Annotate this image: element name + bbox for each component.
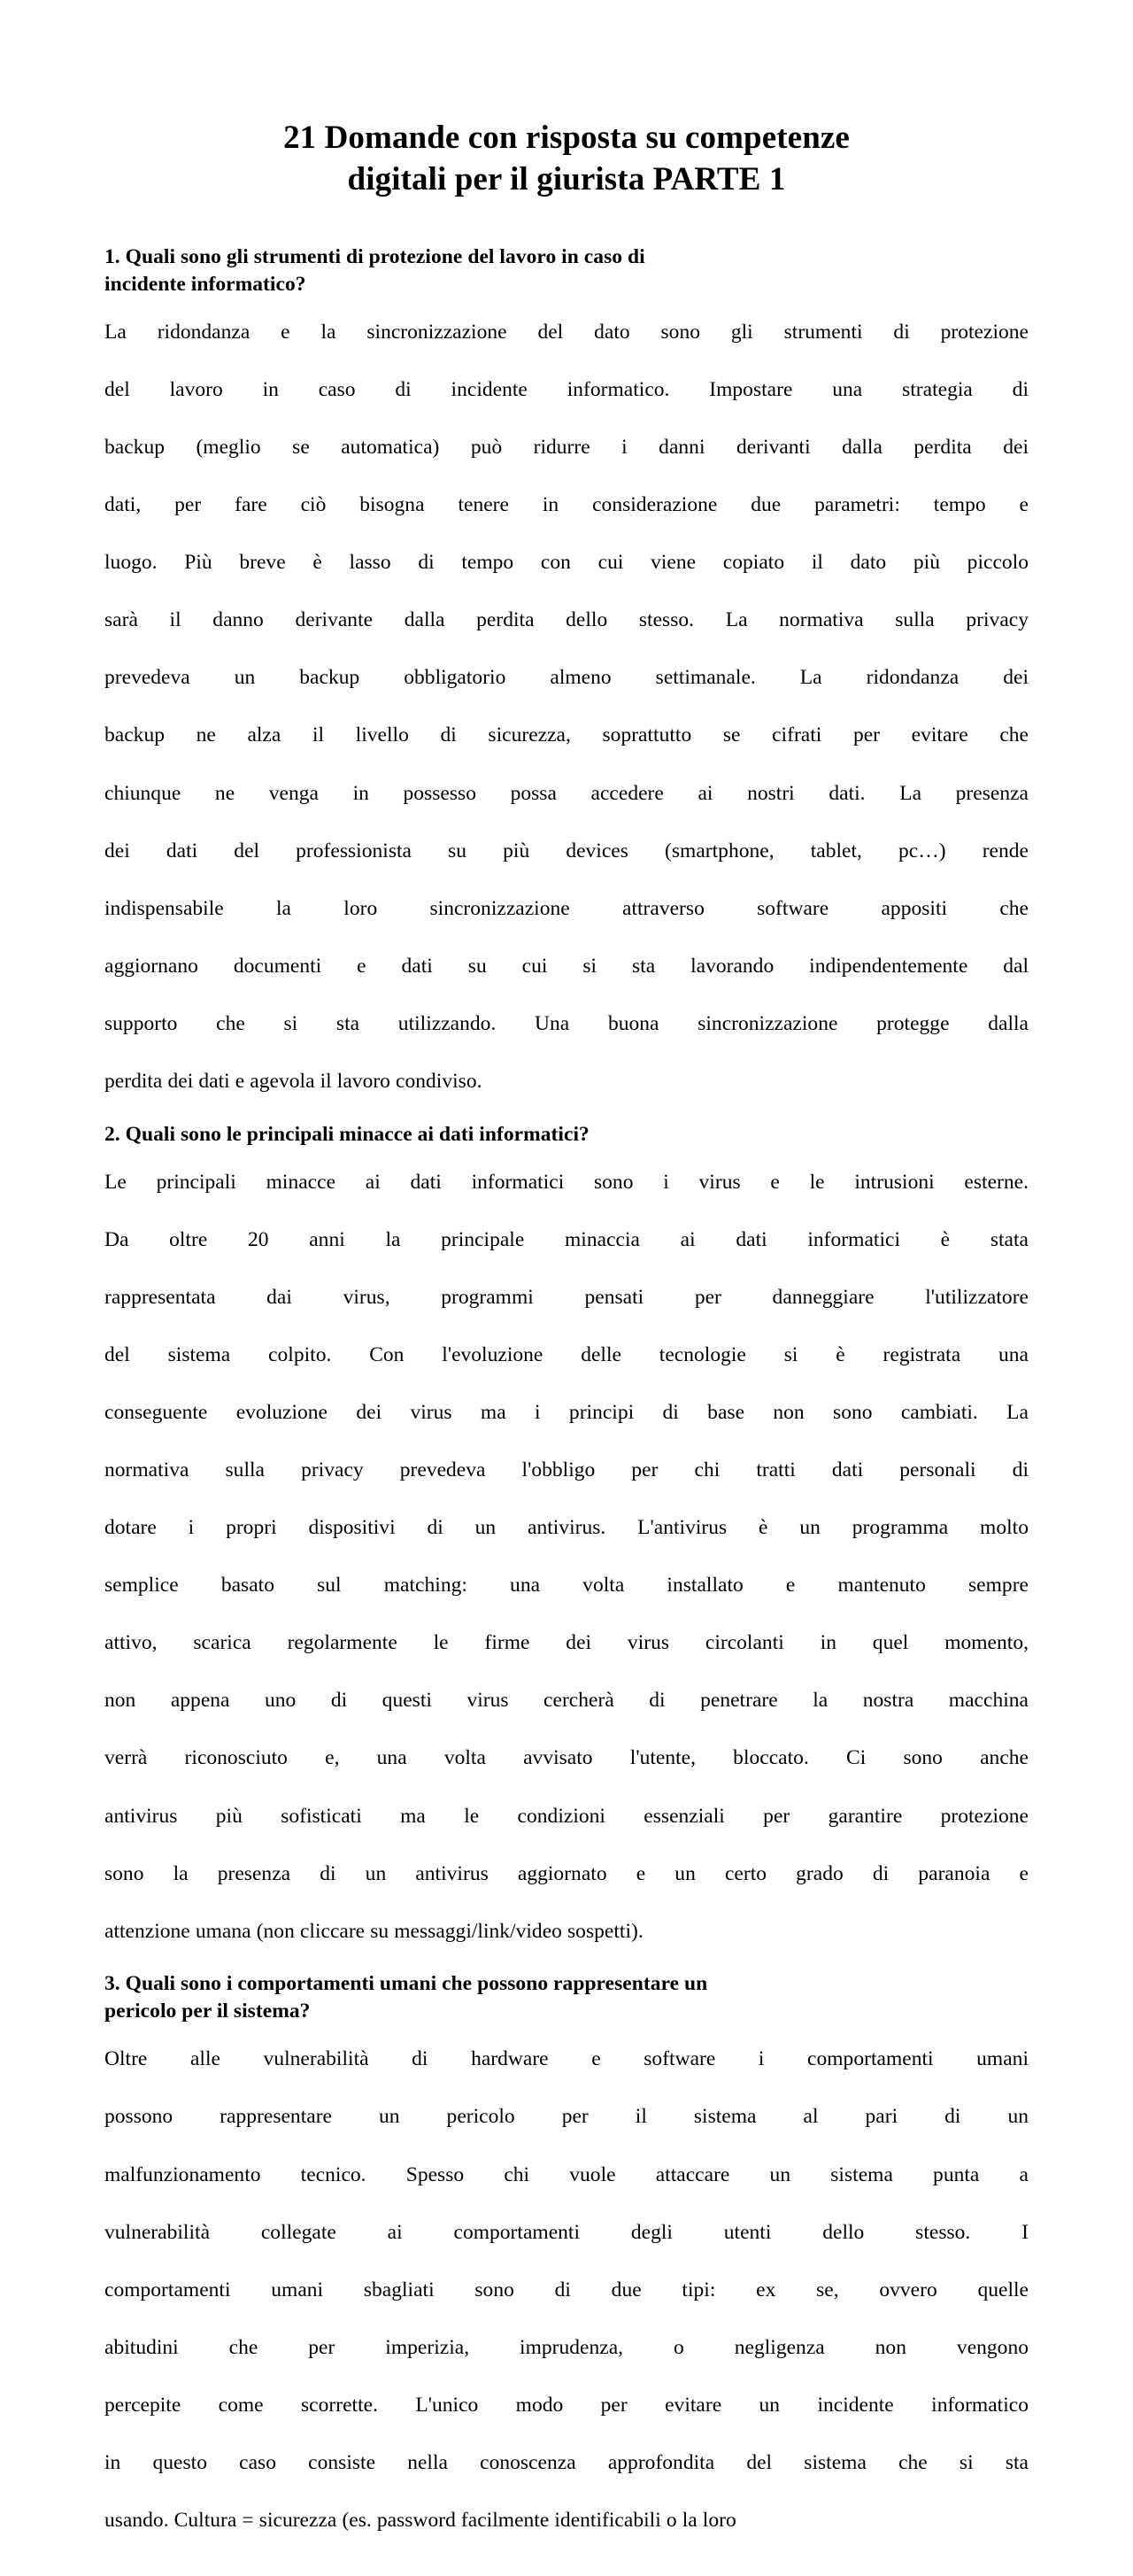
- paragraph-line: normativa sulla privacy prevedeva l'obbligo per chi tratti dati personali di: [104, 1458, 1029, 1481]
- paragraph-line: aggiornano documenti e dati su cui si sta lavorando indipendentemente dal: [104, 954, 1029, 978]
- heading-2-line-1: 2. Quali sono le principali minacce ai dati informatici?: [104, 1122, 590, 1146]
- paragraph-line: attivo, scarica regolarmente le firme dei virus circolanti in quel momento,: [104, 1631, 1029, 1655]
- heading-1-line-1: 1. Quali sono gli strumenti di protezione del lavoro in caso di: [104, 244, 645, 268]
- paragraph-line: supporto che si sta utilizzando. Una buona sincronizzazione protegge dalla: [104, 1011, 1029, 1035]
- paragraph-line: backup (meglio se automatica) può ridurre i danni derivanti dalla perdita dei: [104, 435, 1029, 459]
- section-2: [104, 1121, 1029, 1946]
- question-heading-1: [104, 244, 1029, 298]
- paragraph-line: comportamenti umani sbagliati sono di due tipi: ex se, ovvero quelle: [104, 2278, 1029, 2301]
- paragraph-line: del sistema colpito. Con l'evoluzione delle tecnologie si è registrata una: [104, 1342, 1029, 1366]
- paragraph-line: usando. Cultura = sicurezza (es. password facilmente identificabili o la loro: [104, 2509, 736, 2533]
- paragraph-line: sono la presenza di un antivirus aggiornato e un certo grado di paranoia e: [104, 1861, 1029, 1885]
- paragraph-line: verrà riconosciuto e, una volta avvisato l'utente, bloccato. Ci sono anche: [104, 1746, 1029, 1770]
- paragraph-line: abitudini che per imperizia, imprudenza, o negligenza non vengono: [104, 2335, 1029, 2359]
- question-heading-3: [104, 1970, 1029, 2025]
- heading-1-line-2: incidente informatico?: [104, 272, 306, 296]
- paragraph-line: chiunque ne venga in possesso possa accedere ai nostri dati. La presenza: [104, 781, 1029, 805]
- paragraph-line: percepite come scorrette. L'unico modo per evitare un incidente informatico: [104, 2393, 1029, 2417]
- paragraph-line: Da oltre 20 anni la principale minaccia ai dati informatici è stata: [104, 1227, 1029, 1251]
- paragraph-line: non appena uno di questi virus cercherà di penetrare la nostra macchina: [104, 1689, 1029, 1713]
- paragraph-line: perdita dei dati e agevola il lavoro condiviso.: [104, 1069, 482, 1093]
- paragraph-line: indispensabile la loro sincronizzazione attraverso software appositi che: [104, 896, 1029, 920]
- heading-3-line-2: pericolo per il sistema?: [104, 2000, 311, 2023]
- paragraph-line: semplice basato sul matching: una volta installato e mantenuto sempre: [104, 1574, 1029, 1597]
- paragraph-line: dotare i propri dispositivi di un antivirus. L'antivirus è un programma molto: [104, 1516, 1029, 1540]
- paragraph-line: sarà il danno derivante dalla perdita dello stesso. La normativa sulla privacy: [104, 608, 1029, 632]
- paragraph-line: attenzione umana (non cliccare su messaggi/link/video sospetti).: [104, 1919, 644, 1943]
- question-heading-2: [104, 1121, 1029, 1149]
- answer-paragraph-2: [104, 1168, 1029, 1946]
- heading-3-line-1: 3. Quali sono i comportamenti umani che possono rappresentare un: [104, 1972, 708, 1996]
- paragraph-line: conseguente evoluzione dei virus ma i principi di base non sono cambiati. La: [104, 1400, 1029, 1424]
- title-line-1: 21 Domande con risposta su competenze: [283, 120, 850, 156]
- paragraph-line: del lavoro in caso di incidente informatico. Impostare una strategia di: [104, 377, 1029, 401]
- paragraph-line: Oltre alle vulnerabilità di hardware e software i comportamenti umani: [104, 2047, 1029, 2071]
- paragraph-line: possono rappresentare un pericolo per il sistema al pari di un: [104, 2105, 1029, 2129]
- paragraph-line: Le principali minacce ai dati informatici sono i virus e le intrusioni esterne.: [104, 1170, 1029, 1194]
- paragraph-line: luogo. Più breve è lasso di tempo con cui viene copiato il dato più piccolo: [104, 551, 1029, 575]
- paragraph-line: rappresentata dai virus, programmi pensati per danneggiare l'utilizzatore: [104, 1285, 1029, 1309]
- paragraph-line: prevedeva un backup obbligatorio almeno settimanale. La ridondanza dei: [104, 666, 1029, 690]
- paragraph-line: malfunzionamento tecnico. Spesso chi vuole attaccare un sistema punta a: [104, 2162, 1029, 2186]
- page-title: [104, 117, 1029, 201]
- paragraph-line: vulnerabilità collegate ai comportamenti degli utenti dello stesso. I: [104, 2220, 1029, 2244]
- paragraph-line: La ridondanza e la sincronizzazione del dato sono gli strumenti di protezione: [104, 320, 1029, 344]
- section-3: [104, 1970, 1029, 2534]
- paragraph-line: dei dati del professionista su più devices (smartphone, tablet, pc…) rende: [104, 839, 1029, 863]
- answer-paragraph-3: [104, 2045, 1029, 2534]
- paragraph-line: in questo caso consiste nella conoscenza approfondita del sistema che si sta: [104, 2450, 1029, 2474]
- paragraph-line: backup ne alza il livello di sicurezza, soprattutto se cifrati per evitare che: [104, 723, 1029, 747]
- paragraph-line: dati, per fare ciò bisogna tenere in considerazione due parametri: tempo e: [104, 493, 1029, 517]
- answer-paragraph-1: [104, 318, 1029, 1096]
- section-1: [104, 244, 1029, 1096]
- paragraph-line: antivirus più sofisticati ma le condizioni essenziali per garantire protezione: [104, 1804, 1029, 1828]
- title-line-2: digitali per il giurista PARTE 1: [347, 161, 786, 198]
